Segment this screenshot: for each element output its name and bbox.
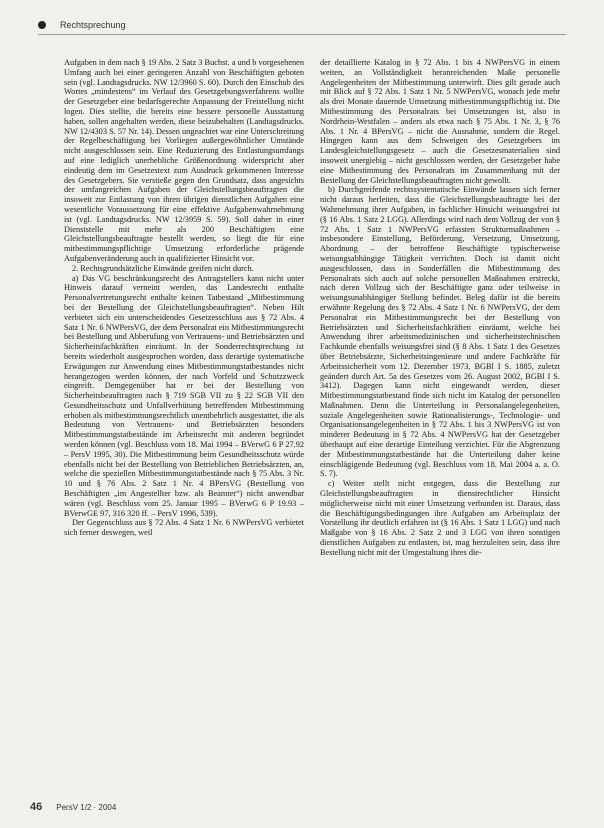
paragraph: b) Durchgreifende rechtssystematische Einwände lassen sich ferner nicht daraus herleiten, dass die Gleichstellungsbeauftragte bei der Wahrnehmung ihrer Aufgaben, in fachlicher Hinsicht weisungsfrei ist (§ 16 Abs. 1 Satz 2 LGG). Allerdings wird nach dem Vollzug der von § 72 Abs. 1 Satz 1 NWPersVG erfassten Strukturmaßnahmen – insbesondere Einstellung, Beförderung, Versetzung, Umsetzung, Abordnung – der betroffene Beschäftigte typischerweise weisungsabhängige Tätigkeit verrichten. Doch ist damit nicht ausgeschlossen, dass in Sonderfällen die Mitbestimmung des Personalrats sich auch auf solche personellen Maßnahmen erstreckt, nach deren Vollzug sich der Beschäftigte ganz oder teilweise in weisungsunabhängiger Stellung befindet. Beleg dafür ist die bereits erwähnte Regelung des § 72 Abs. 4 Satz 1 Nr. 6 NWPersVG, der dem Personalrat ein Mitbestimmungsrecht bei der Bestellung von Betriebsärzten und Sicherheitsfachkräften einräumt, welche bei Anwendung ihrer arbeitsmedizinischen und sicherheitstechnischen Fachkunde ebenfalls weisungsfrei sind (§ 8 Abs. 1 Satz 1 des Gesetzes über Betriebsärzte, Sicherheitsingenieure und andere Fachkräfte für Arbeitssicherheit vom 12. Dezember 1973, BGBl I S. 1885, zuletzt geändert durch Art. 5a des Gesetzes vom 26. August 2002, BGBl I S. 3412). Dagegen kann nicht eingewandt werden, dieser Mitbestimmungstatbestand finde sich nicht im Katalog der personellen Maßnahmen. Denn die Unterteilung in Personalangelegenheiten, soziale Angelegenheiten sowie Rationalisierungs-, Technologie- und Organisationsangelegenheiten in § 72 Abs. 1 bis 3 NWPersVG ist von minderer Bedeutung in § 72 Abs. 4 NWPersVG hat der Gesetzgeber überhaupt auf eine derartige Einteilung verzichtet. Für die Abgrenzung der Mitbestimmungstatbestände hat die Unterteilung daher keine einschlägigende Bedeutung (vgl. Beschluss vom 18. Mai 2004 a. a. O. S. 7). — [320, 185, 560, 479]
paragraph: der detaillierte Katalog in § 72 Abs. 1 bis 4 NWPersVG in einem weiten, an Vollständigkeit heranreichenden Maße personelle Angelegenheiten der Mitbestimmung unterwirft. Dies gilt gerade auch mit Blick auf § 72 Abs. 1 Satz 1 Nr. 5 NWPersVG, wonach jede mehr als drei Monate dauernde Umsetzung mitbestimmungspflichtig ist. Die Mitbestimmung des Personalrats bei Umsetzungen ist, also in Nordrhein-Westfalen – anders als etwa nach § 75 Abs. 1 Nr. 3, § 76 Abs. 1 Nr. 4 BPersVG – nicht die Ausnahme, sondern die Regel. Hingegen kann aus dem Schweigen des Gesetzgebers im Landesgleichstellungsgesetz – auch die Gesetzesmaterialien sind insoweit unergiebig – nicht geschlossen werden, der Gesetzgeber habe eine Mitbestimmung des Personalrats im Zusammenhang mit der Bestellung der Gleichstellungsbeauftragten nicht gewollt. — [320, 58, 560, 185]
right-column — [320, 58, 560, 780]
running-header — [38, 18, 566, 32]
section-bullet-icon — [38, 21, 46, 29]
paragraph: c) Weiter stellt nicht entgegen, dass die Bestellung zur Gleichstellungsbeauftragten in dienstrechtlicher Hinsicht möglicherweise nicht mit einer Umsetzung verbunden ist. Daraus, dass die Beschäftigungsbedingungen ihre Aufgaben am Arbeitsplatz der Vorstellung ihr deutlich erfahren ist (§ 16 Abs. 1 Satz 1 LGG) und nach Maßgabe von § 16 Abs. 2 Satz 2 und 3 LGG von ihren sonstigen dienstlichen Aufgaben zu entlasten, ist, mag herzuleiten sein, dass ihre Bestellung nicht mit der Umgestaltung ihres die- — [320, 479, 560, 557]
section-title: Rechtsprechung — [60, 20, 126, 30]
page-number: 46 — [30, 801, 43, 813]
paragraph: a) Das VG beschränkungsrecht des Antragstellers kann nicht unter Hinweis darauf verneint werden, das Landesrecht enthalte Personalvertretungsrecht enthalte keinen Tatbestand „Mitbestimmung bei der Bestellung der Gleichstellungsbeauftragten“. Neben Hilt verbietet sich ein unterscheidendes Gesetzesschluss aus § 72 Abs. 4 Satz 1 Nr. 6 NWPersVG, der dem Personalrat ein Mitbestimmungsrecht bei Bestellung und Abberufung von Vertrauens- und Betriebsärzten und Sicherheitsfachkräften einräumt. In der Sonderrechtsprechung ist bereits wiederholt ausgesprochen worden, dass derartige systematische Erwägungen zur Anwendung eines Mitbestimmungstatbestandes nicht herangezogen werden können, der nach Vorfeld und Schutzzweck eingreift. Demgegenüber hat er bei der Bestellung von Sicherheitsbeauftragten nach § 719 SGB VII zu § 22 SGB VII den Gesundheitsschutz und Unfallverhütung betreffenden Mitbestimmung erhoben als mitbestimmungsrechtlich unentbehrlich ausgestattet, die als Bedeutung von Vertrauens- und Betriebsärzten besonders Mitbestimmungstatbestände im Arbeitsrecht mit anderen begründet werden können (vgl. Beschluss vom 18. Mai 1994 – BVerwG 6 P 27.92 – PersV 1995, 30). Die Mitbestimmung beim Gesundheitsschutz würde ebenfalls nicht bei der Bestellung von Betrieblichen Betriebsärzten, an, welche die speziellen Mitbestimmungstatbestände nach § 75 Abs. 3 Nr. 10 und § 76 Abs. 2 Satz 1 Nr. 4 BPersVG (Bestellung von Beschäftigten „im Angestellter bzw. als Beamter“) nicht anwendbar wären (vgl. Beschluss vom 25. Januar 1995 – BVerwG 6 P 19.93 – BVerwGE 97, 316 320 ff. – PersV 1996, 539). — [64, 273, 304, 518]
paragraph: Aufgaben in dem nach § 19 Abs. 2 Satz 3 Buchst. a und b vorgesehenen Umfang auch bei einer geringeren Anzahl von Beschäftigten geboten sein (vgl. Landtagsdrucks. NW 12/3960 S. 60). Durch den Einschub des Wortes „mindestens“ im Verlauf des Gesetzgebungsverfahrens wollte der Gesetzgeber eine bedarfsgerechte Anpassung der Freistellung nicht logen. Dies stellte, die bereits eine bessere personelle Ausstattung haben, sollen angehalten werden, diese beizubehalten (Landtagsdrucks. NW 12/4303 S. 57 Nr. 14). Dessen ungeachtet war eine Unterschreitung der Regelbeschäftigung bei Vorliegen außergewöhnlicher Umstände nicht ausgeschlossen sein. Eine Reduzierung des Entlastungsumfangs auf eine lediglich unerhebliche Größenordnung widerspricht aber eindeutig dem im Gesetzestext zum Ausdruck gekommenen Interesse des Gesetzgebers. Sie verstieße gegen den Grundsatz, dass angesichts der umfangreichen Aufgaben der Gleichstellungsbeauftragten die insoweit zur Entlastung von ihren übrigen dienstlichen Aufgaben eine wesentliche Voraussetzung für eine effektive Aufgabenwahrnehmung ist (vgl. Landtagsdrucks. NW 12/3959 S. 59). Soll daher in einer Dienststelle mit mehr als 200 Beschäftigten eine Gleichstellungsbeauftragte bestellt werden, so liegt die für eine mitbestimmungspflichtige Umsetzung erforderliche prägende Aufgabenveränderung auch in qualifizierter Hinsicht vor. — [64, 58, 304, 263]
paragraph: Der Gegenschluss aus § 72 Abs. 4 Satz 1 Nr. 6 NWPersVG verbietet sich ferner deswegen, weil — [64, 518, 304, 538]
paragraph: 2. Rechtsgrundsätzliche Einwände greifen nicht durch. — [72, 263, 254, 273]
header-rule — [38, 34, 566, 35]
journal-citation: PersV 1/2 · 2004 — [56, 802, 117, 812]
page-footer — [30, 800, 570, 814]
left-column — [64, 58, 304, 780]
